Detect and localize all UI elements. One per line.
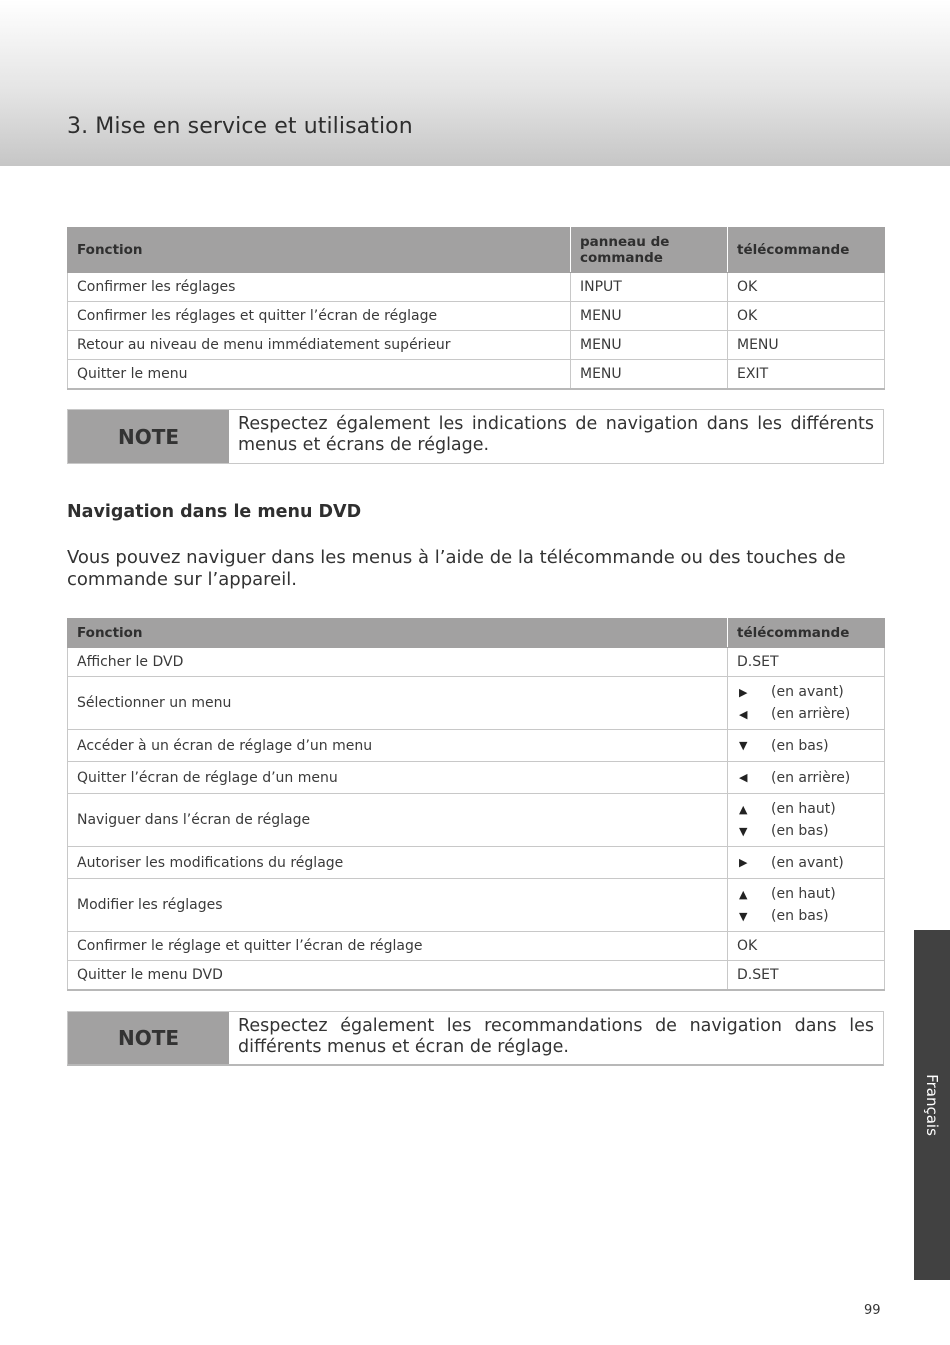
arrow-left-icon: ◀: [739, 771, 748, 784]
table-row: [68, 794, 885, 847]
table-row: [68, 302, 885, 331]
arrow-up-icon: ▲: [739, 887, 748, 901]
remote-key: [737, 767, 875, 789]
arrow-down-icon: ▼: [739, 739, 748, 752]
language-tab: [914, 930, 950, 1280]
remote-cell: D.SET: [728, 961, 885, 991]
remote-key-label: (en bas): [771, 737, 829, 754]
remote-cell: [728, 730, 885, 762]
arrow-right-icon: ▶: [739, 685, 748, 699]
remote-key: [737, 735, 875, 757]
column-header: Fonction: [68, 619, 728, 648]
remote-cell: [728, 762, 885, 794]
note-text: Respectez également les indications de navigation dans les différents menus et écrans de réglage.: [238, 414, 874, 455]
remote-key: [737, 905, 875, 927]
table-cell: Retour au niveau de menu immédiatement supérieur: [68, 331, 571, 360]
table-cell: OK: [728, 302, 885, 331]
table-row: [68, 847, 885, 879]
section-heading: Navigation dans le menu DVD: [67, 502, 362, 522]
table-cell: MENU: [571, 331, 728, 360]
language-tab-label: Français: [923, 1074, 941, 1136]
note-box: [67, 409, 884, 464]
header-band: [0, 0, 950, 166]
controls-table: [67, 227, 885, 390]
page-number: 99: [864, 1303, 881, 1318]
arrow-up-icon: ▲: [739, 802, 748, 816]
table-cell: Confirmer le réglage et quitter l’écran de réglage: [68, 932, 728, 961]
table-cell: Confirmer les réglages et quitter l’écran de réglage: [68, 302, 571, 331]
intro-paragraph: Vous pouvez naviguer dans les menus à l’aide de la télécommande ou des touches de commande sur l’appareil.: [67, 547, 846, 590]
table-header-row: [68, 228, 885, 273]
remote-cell: OK: [728, 932, 885, 961]
remote-key: [737, 681, 875, 703]
table-row: [68, 331, 885, 360]
table-cell: Modifier les réglages: [68, 879, 728, 932]
remote-cell: [728, 879, 885, 932]
remote-key-label: (en arrière): [771, 706, 851, 722]
remote-key-label: (en arrière): [771, 769, 851, 786]
remote-key-label: (en bas): [771, 823, 829, 839]
note-label: NOTE: [68, 410, 229, 463]
table-row: [68, 932, 885, 961]
table-cell: INPUT: [571, 273, 728, 302]
table-cell: MENU: [571, 302, 728, 331]
remote-cell: [728, 677, 885, 730]
table-row: [68, 677, 885, 730]
table-cell: Quitter le menu: [68, 360, 571, 390]
table-header-row: [68, 619, 885, 648]
note-box: [67, 1011, 884, 1066]
column-header: télécommande: [728, 228, 885, 273]
dvd-navigation-table: [67, 618, 885, 991]
remote-key-label: (en bas): [771, 908, 829, 924]
remote-key: [737, 852, 875, 874]
table-cell: MENU: [571, 360, 728, 390]
page-title: 3. Mise en service et utilisation: [67, 114, 413, 139]
arrow-down-icon: ▼: [739, 824, 748, 838]
remote-key-label: (en haut): [771, 886, 836, 902]
remote-key: [737, 798, 875, 820]
remote-key: [737, 703, 875, 725]
table-row: [68, 961, 885, 991]
table-row: [68, 762, 885, 794]
note-text: Respectez également les recommandations de navigation dans les différents menus et écran de réglage.: [238, 1016, 874, 1057]
column-header: panneau de commande: [571, 228, 728, 273]
table-cell: Sélectionner un menu: [68, 677, 728, 730]
table-cell: OK: [728, 273, 885, 302]
remote-key: [737, 883, 875, 905]
remote-key-label: (en haut): [771, 801, 836, 817]
remote-key-label: (en avant): [771, 684, 844, 700]
arrow-right-icon: ▶: [739, 856, 748, 869]
table-row: [68, 273, 885, 302]
column-header: télécommande: [728, 619, 885, 648]
remote-cell: [728, 794, 885, 847]
table-cell: Naviguer dans l’écran de réglage: [68, 794, 728, 847]
table-row: [68, 648, 885, 677]
table-row: [68, 879, 885, 932]
table-row: [68, 360, 885, 390]
table-cell: Confirmer les réglages: [68, 273, 571, 302]
table-cell: Autoriser les modifications du réglage: [68, 847, 728, 879]
table-cell: MENU: [728, 331, 885, 360]
arrow-left-icon: ◀: [739, 707, 748, 721]
table-cell: Afficher le DVD: [68, 648, 728, 677]
table-cell: Quitter le menu DVD: [68, 961, 728, 991]
arrow-down-icon: ▼: [739, 909, 748, 923]
remote-cell: D.SET: [728, 648, 885, 677]
remote-key-label: (en avant): [771, 854, 844, 871]
note-label: NOTE: [68, 1012, 229, 1064]
table-cell: EXIT: [728, 360, 885, 390]
column-header: Fonction: [68, 228, 571, 273]
remote-cell: [728, 847, 885, 879]
table-cell: Quitter l’écran de réglage d’un menu: [68, 762, 728, 794]
table-cell: Accéder à un écran de réglage d’un menu: [68, 730, 728, 762]
table-row: [68, 730, 885, 762]
remote-key: [737, 820, 875, 842]
